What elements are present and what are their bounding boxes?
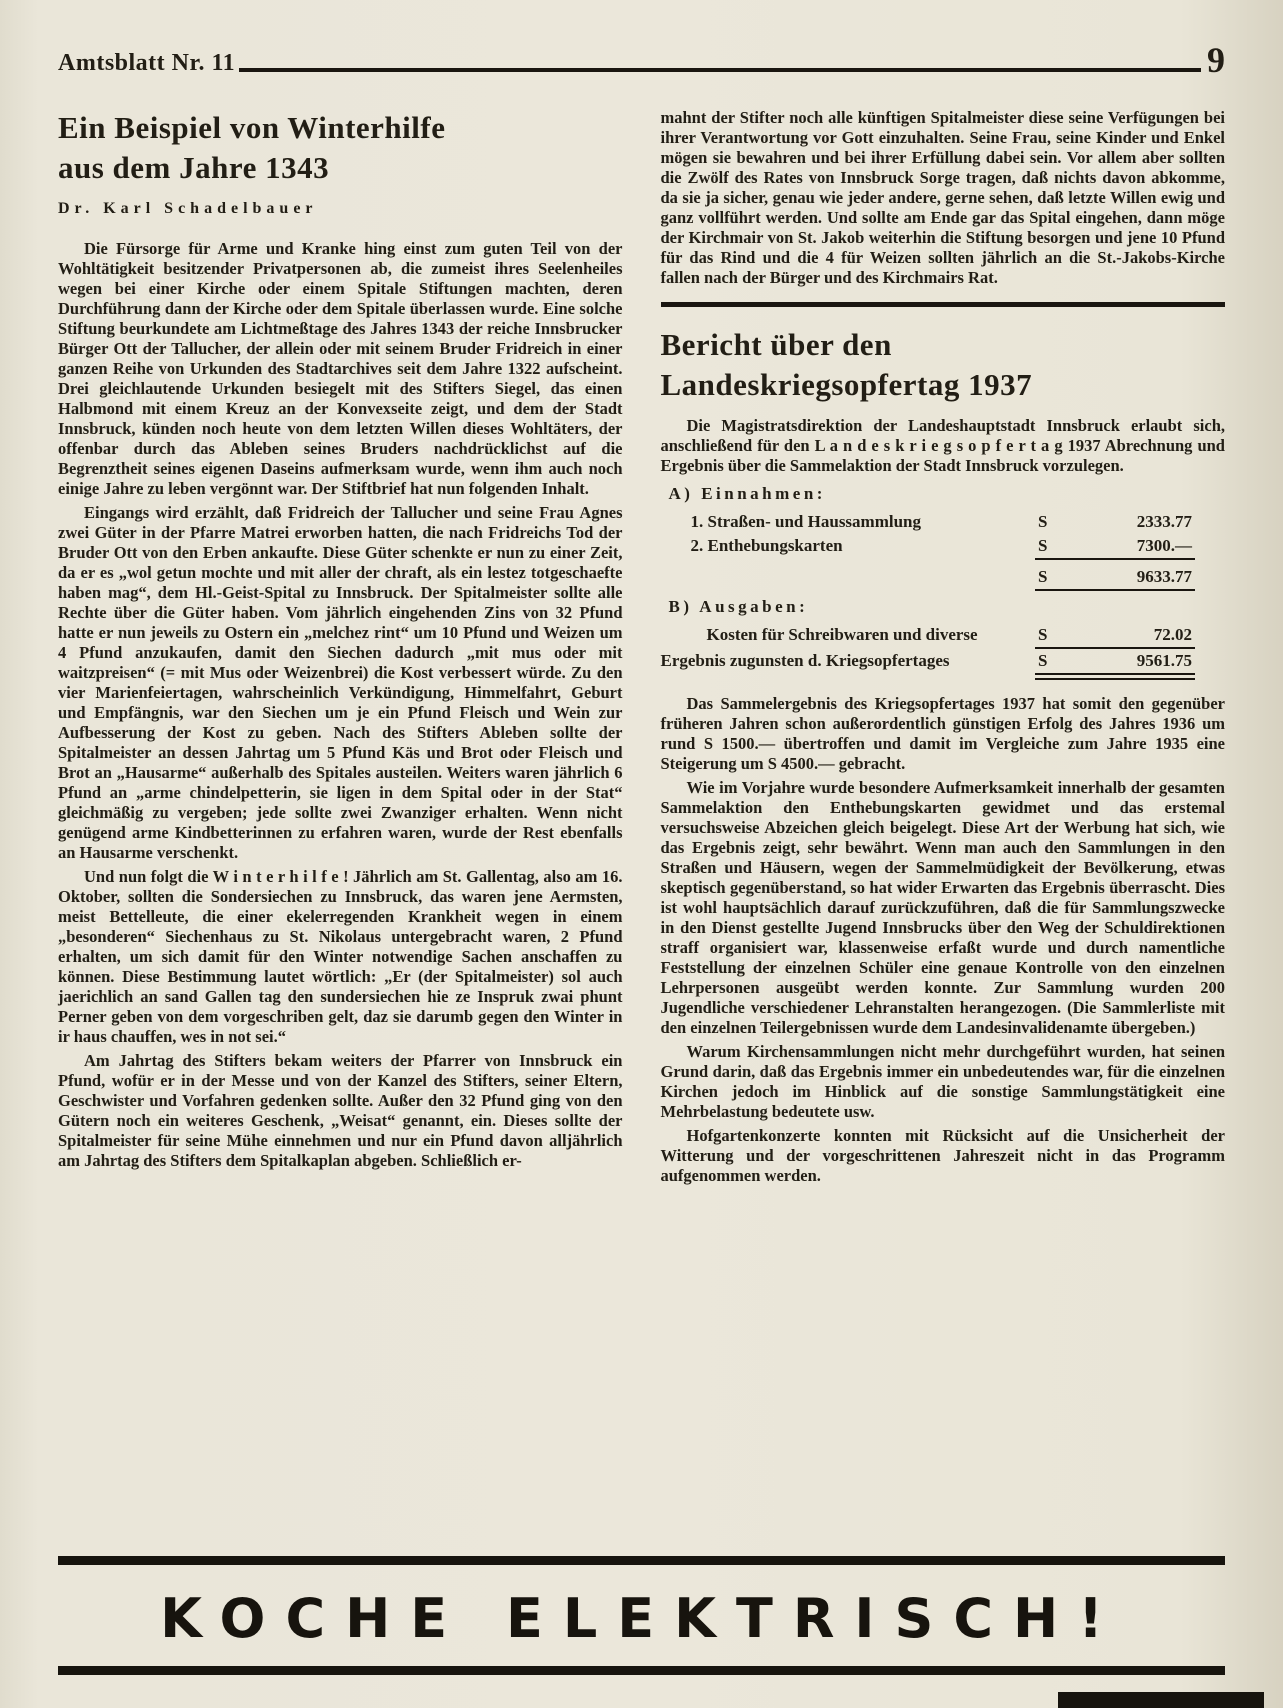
advert-banner [58, 1556, 1225, 1675]
expense-row-1 [661, 623, 1226, 649]
article2-paragraph-1: Das Sammelergebnis des Kriegsopfertages 1937 hat somit den gegenüber früheren Jahren schon außerordentlich günstigen Erfolg des Jahres 1936 um rund S 1500.— übertroffen und damit im Vergleiche zum Jahre 1935 eine Steigerung um S 4500.— gebracht. [660, 694, 1225, 774]
income-row-2-label: 2. Enthebungskarten [690, 536, 843, 556]
expense-row-1-amount [1035, 623, 1195, 649]
article1-continuation-paragraph: mahnt der Stifter noch alle künftigen Spitalmeister diese seine Verfügungen bei ihrer Verantwortung vor Gott einzuhalten. Seine Frau, seine Kinder und Enkel mögen sie bewahren und bei ihrer Erfüllung dabei sein. Vor allem aber sollten die Zwölf des Rates von Innsbruck Sorge tragen, daß nichts davon abkomme, da sie ja sicher, genau wie jeder andere, gerne sehen, daß letzte Willen ewig und ganz vollführt werden. Und sollte am Ende gar das Spital eingehen, dann möge der Kirchmair von St. Jakob weiterhin die Stiftung besorgen und jene 10 Pfund für das Rind und die 4 für Weizen sollten jährlich an die St.-Jakobs-Kirche fallen nach der Bürger und des Kirchmairs Rat. [660, 108, 1225, 287]
currency-symbol: S [1038, 625, 1048, 645]
currency-symbol: S [1038, 567, 1048, 587]
bottom-edge-print-artifact [1058, 1692, 1264, 1708]
accounting-block [661, 484, 1226, 680]
article2-paragraph-2: Wie im Vorjahre wurde besondere Aufmerksamkeit innerhalb der gesamten Sammelaktion den Enthebungskarten gewidmet und das erstemal versuchsweise Abzeichen gleich beigelegt. Diese Art der Werbung hat sich, wie das Ergebnis zeigt, sehr bewährt. Wenn man auch den Sammlungen in den Straßen und Häusern, wegen der Sammelmüdigkeit der Bevölkerung, etwas skeptisch gegenüberstand, so hat wider Erwarten das Ergebnis überrascht. Dies ist wohl hauptsächlich darauf zurückzuführen, daß die für Sammlungszwecke in den Dienst gestellte Jugend Innsbrucks über den Weg der Schuldirektionen straff organisiert war, klassenweise erfaßt wurde und durch namentliche Feststellung der einzelnen Schüler eine genaue Kontrolle von den einzelnen Lehrpersonen ausgeübt werden konnte. Zur Sammlung wurden 200 Jugendliche verschiedener Lehranstalten herangezogen. (Die Sammlerliste mit den einzelnen Teilergebnissen wurde dem Landesinvalidenamte übergeben.) [660, 778, 1225, 1038]
expense-row-2-label: Ergebnis zugunsten d. Kriegsopfertages [660, 651, 950, 671]
article2-title [661, 325, 1226, 404]
amount-value: 9561.75 [1136, 651, 1192, 671]
article1-author: Dr. Karl Schadelbauer [58, 200, 318, 218]
income-row-2 [661, 534, 1226, 560]
two-column-layout [58, 108, 1225, 1190]
expense-row-1-label: Kosten für Schreibwaren und diverse [706, 625, 978, 645]
income-row-1-amount [1035, 510, 1195, 534]
amount-value: 7300.— [1136, 536, 1192, 556]
banner-text: KOCHE ELEKTRISCH! [160, 1587, 1123, 1650]
left-column [58, 108, 623, 1190]
article2-paragraph-4: Hofgartenkonzerte konnten mit Rücksicht auf die Unsicherheit der Witterung und der vorgeschrittenen Jahreszeit nicht in das Programm aufgenommen werden. [660, 1126, 1225, 1186]
currency-symbol: S [1038, 536, 1048, 556]
banner-rule-top [58, 1556, 1225, 1565]
article1-paragraph-3: Und nun folgt die W i n t e r h i l f e ! Jährlich am St. Gallentag, also am 16. Oktober, sollten die Sondersiechen zu Innsbruck, das waren jene Aermsten, meist Bettelleute, die einer ekelerregenden Krankheit wegen in einem „besonderen“ Siechenhaus zu St. Nikolaus untergebracht waren, 2 Pfund erhalten, um sich damit für den Winter notwendige Sachen anschaffen zu können. Diese Bestimmung lautet wörtlich: „Er (der Spitalmeister) sol auch jaerichlich an sand Gallen tag den sundersiechen hie ze Inspruk zwai phunt Perner geben von dem vorgeschriben gelt, daz sie darumb gegen den Winter in ir haus chauffen, wes in not sei.“ [58, 867, 623, 1047]
masthead [58, 42, 1225, 78]
expense-row-2-amount [1035, 649, 1195, 680]
page-number: 9 [1207, 40, 1225, 80]
right-column [661, 108, 1226, 1190]
article2-title-line1: Bericht über den [660, 327, 892, 362]
article1-title-line1: Ein Beispiel von Winterhilfe [58, 110, 446, 145]
article1-paragraph-2: Eingangs wird erzählt, daß Fridreich der Tallucher und seine Frau Agnes zwei Güter in der Pfarre Matrei erworben hatten, die nach Fridreichs Tod der Bruder Ott von den Erben ankaufte. Diese Güter schenkte er nun zu einer Zeit, da er es „wol getun mochte und mit aller der chraft, als ein lestez totgeschaefte haben mag“, dem Hl.-Geist-Spital zu Innsbruck. Der Spitalmeister sollte alle Rechte über die Güter haben. Vom jährlich eingehenden Zins von 32 Pfund hatte er nun jeweils zu Ostern ein „melchez rint“ um 10 Pfund und Weizen um 4 Pfund anzukaufen, damit den Siechen dadurch „mit mus oder mit waitzpreisen“ (= mit Mus oder Weizenbrei) die Kost verbessert würde. Zu den vier Marienfeiertagen, wahrscheinlich Verkündigung, Himmelfahrt, Geburt und Empfängnis, war den Siechen um je ein Pfund Fleisch und Wein zur Aufbesserung der Kost zu geben. Nach des Stifters Ableben sollte der Spitalmeister an dessen Jahrtag um 5 Pfund Käs und Brot oder Fleisch und Brot an „Hausarme“ außerhalb des Spitales austeilen. Weiters waren jährlich 6 Pfund an „arme chindelpetterin, sie ligen in dem Spital oder in der Stat“ gleichmäßig zu vergeben; jede sollte zwei Zwanziger erhalten. Wenn nicht genügend arme Kindbetterinnen zu erfahren waren, wurde der Rest ebenfalls an Hausarme verschenkt. [58, 503, 623, 863]
income-row-1-label: 1. Straßen- und Haussammlung [690, 512, 922, 532]
income-section-label: A) Einnahmen: [668, 484, 826, 504]
article1-paragraph-1: Die Fürsorge für Arme und Kranke hing einst zum guten Teil von der Wohltätigkeit besitzender Privatpersonen ab, die zumeist ihres Seelenheiles wegen bei einer Kirche oder einem Spitale Stiftungen machten, deren Durchführung dann der Kirche oder dem Spitale überlassen wurde. Eine solche Stiftung beurkundete am Lichtmeßtage des Jahres 1343 der reiche Innsbrucker Bürger Ott der Tallucher, der allein oder mit seinem Bruder Fridreich in einer ganzen Reihe von Urkunden des Stadtarchives seit dem Jahre 1322 aufscheint. Drei gleichlautende Urkunden besiegelt mit des Stifters Siegel, das einen Halbmond mit einem Kreuz an der Konvexseite zeigt, und dem der Stadt Innsbruck, künden noch heute von dem letzten Willen dieses Wohltäters, der offenbar durch das Ableben seines Bruders nachdrücklichst auf die Begrenztheit seines eigenen Daseins aufmerksam wurde, wenn ihm auch noch einige Jahre zu leben vergönnt war. Der Stiftbrief hat nun folgenden Inhalt. [58, 239, 623, 499]
article2-intro-paragraph: Die Magistratsdirektion der Landeshauptstadt Innsbruck erlaubt sich, anschließend für den L a n d e s k r i e g s o p f e r t a g 1937 Abrechnung und Ergebnis über die Sammelaktion der Stadt Innsbruck vorzulegen. [660, 416, 1225, 476]
currency-symbol: S [1038, 512, 1048, 532]
income-total-amount [1035, 565, 1195, 591]
masthead-title: Amtsblatt Nr. 11 [58, 50, 236, 76]
article1-paragraph-4: Am Jahrtag des Stifters bekam weiters der Pfarrer von Innsbruck ein Pfund, wofür er in der Messe und von der Kanzel des Stifters, seiner Eltern, Geschwister und Vorfahren gedenken sollte. Außer den 32 Pfund ging von den Gütern noch ein weiteres Geschenk, „Weisat“ genannt, ein. Dieses sollte der Spitalmeister für seine Mühe einnehmen und nur ein Pfund davon alljährlich am Jahrtag des Stifters dem Spitalkaplan abgeben. Schließlich er- [58, 1051, 623, 1171]
income-total-row [661, 565, 1226, 591]
masthead-rule [239, 68, 1201, 72]
expense-row-2 [661, 649, 1226, 680]
income-row-1 [661, 510, 1226, 534]
amount-value: 72.02 [1153, 625, 1192, 645]
article1-title-line2: aus dem Jahre 1343 [58, 149, 330, 185]
article2-title-line2: Landeskriegsopfertag 1937 [660, 366, 1033, 402]
income-row-2-amount [1035, 534, 1195, 560]
article-divider-rule [661, 302, 1226, 307]
expense-section-label: B) Ausgaben: [668, 597, 809, 617]
currency-symbol: S [1038, 651, 1048, 671]
banner-rule-bottom [58, 1666, 1225, 1675]
amount-value: 2333.77 [1136, 512, 1192, 532]
article1-title [58, 108, 623, 187]
article2-paragraph-3: Warum Kirchensammlungen nicht mehr durchgeführt wurden, hat seinen Grund darin, daß das Ergebnis immer ein unbedeutendes war, für die einzelnen Kirchen jedoch im Hinblick auf die sonstige Sammlungstätigkeit eine Mehrbelastung bedeutete usw. [660, 1042, 1225, 1122]
amount-value: 9633.77 [1136, 567, 1192, 587]
